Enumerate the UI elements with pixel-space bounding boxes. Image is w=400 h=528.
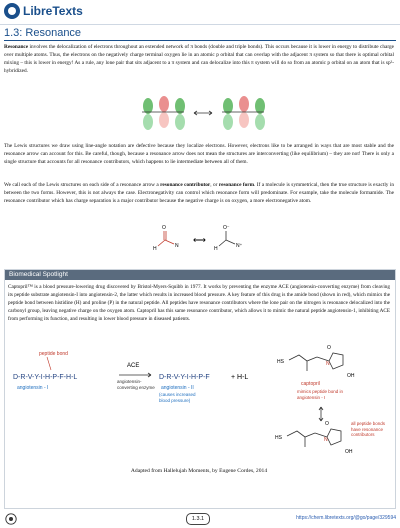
peptide-bond-label: peptide bond [39,351,68,357]
captopril-figure [11,345,389,460]
title-divider [4,40,396,41]
atom-o: O [162,225,166,231]
reaction-arrow [119,373,151,377]
atom-n: N [175,243,179,249]
label-angiotensin-1: angiotensin - I [17,385,49,391]
resonance-contributor-paragraph [4,181,394,205]
atom-o-top: O [327,345,331,351]
label-angiotensin-2-note: (causes increased blood pressure) [159,392,196,403]
para3-text-c: . If a molecule is symmetrical, then the true structure is exactly in between the two forms. However, this is not always the case. Electronegativity can control which resonance form will predominate. For example, take the molecule formamide. The resonance contributor which has charge separation is a major contributor because the negative charge is on oxygen, a more electronegative atom. [4,182,394,205]
resonance-arrow-3 [319,407,323,421]
term-resonance: Resonance [4,44,29,50]
intro-text: involves the delocalization of electrons throughout an extended network of π bonds (double and triple bonds). This occurs because it is lower in energy to distribute charge over multiple atoms. Thus, the electrons on the negatively charge terminal oxygen lie in an atomic p orbital that can overlap with the adjacent π system so that there is optimal orbital mixing – this is lower in energy! As a rule, any lone pair that sits adjacent to a π system and can delocalize into this π system will do so from an atomic p orbital on an atom that is sp²-hybridized. [4,44,394,75]
site-header [0,0,400,25]
atom-o-bottom: O [325,421,329,427]
lewis-paragraph: The Lewis structures we draw using line-angle notation are defective because they localize electrons. However, electrons like to be arranged in ways that are most stable and the resonance arrow can account for this. Be careful, though, because a resonance arrow does not mean the structures are interconverting (like equilibrium) – they are not! There is only a single structure that accounts for all resonance contributors, which happens to lie intermediate between all of them. [4,143,394,166]
atom-n-bottom: N [324,437,328,443]
para3-text-a: We call each of the Lewis structures on each side of a resonance arrow a [4,182,161,188]
formamide-neutral [153,225,179,252]
orbital-diagram-left [142,96,185,130]
resonance-arrow-1 [194,111,212,115]
captopril-structure-top [277,345,355,379]
leftover-dipeptide: + H-L [231,374,249,381]
sequence-angiotensin-2: D-R-V-Y-I-H-P-F [159,374,210,381]
atom-o-minus: O⁻ [223,225,230,231]
formamide-resonance-figure [150,222,250,258]
intro-paragraph [4,43,394,75]
spotlight-caption: Adapted from Hallelujah Moments, by Eugene Cordes, 2014 [130,468,268,474]
side-note: all peptide bonds have resonance contributors [351,421,386,437]
captopril-label: captopril [301,381,320,387]
label-angiotensin-2: angiotensin - II [161,385,194,391]
spotlight-heading: Biomedical Spotlight [5,270,395,280]
sequence-angiotensin-1: D-R-V-Y-I-H-P-F-H-L [13,374,78,381]
term-resonance-contributor: resonance contributor [160,182,211,188]
libretexts-logo[interactable] [4,3,83,19]
captopril-note: mimics peptide bond in angiotensin - I [297,389,344,400]
section-title: 1.3: Resonance [4,27,82,39]
page-url-link[interactable]: https://chem.libretexts.org/@go/page/329594 [296,515,396,521]
logo-text: LibreTexts [23,4,83,18]
captopril-structure-bottom [275,421,353,455]
biomedical-spotlight [4,269,396,509]
creative-commons-icon [5,513,17,525]
atom-hs-bottom: HS [275,435,282,441]
orbital-overlap-figure [128,88,278,138]
term-resonance-form: resonance form [218,182,255,188]
atom-h: H [153,246,157,252]
atom-n-plus: N⁺ [236,243,243,249]
formamide-charged [214,225,243,252]
atom-oh-bottom: OH [345,449,353,455]
spotlight-text: Captopril™ is a blood pressure-lowering drug discovered by Bristol-Myers-Squibb in 1977. It works by preventing the enzyme ACE (angiotensin-converting enzyme) from cleaving its peptide substrate angiotensin-I into angiotensin-2, the latter which results in increased blood pressure. A key feature of this drug is the amide bond (shown in red), which mimics the peptide bond between histidine (H) and proline (P) in the natural peptide. All peptides have resonance contributors where the lone pair on the nitrogen is resonance delocalized into the carbonyl group, leaving negative charge on the oxygen atom. Captopril has this same resonance contributor, which allows it to mimic the natural peptide angiotensin-1, inhibiting ACE from performing its function, and resulting in lower blood pressure in diseased patients. [8,284,390,323]
resonance-arrow-2: ⟷ [193,235,206,245]
para3-text-b: , or [210,182,219,188]
libretexts-logo-icon [4,3,20,19]
page-number: 1.3.1 [186,513,210,525]
atom-oh-top: OH [347,373,355,379]
page-footer [0,511,400,528]
atom-n-top: N [326,361,330,367]
orbital-diagram-right [222,96,265,130]
enzyme-note: angiotensin-converting enzyme [117,379,155,390]
enzyme-label: ACE [127,363,140,369]
atom-h-2: H [214,246,218,252]
atom-hs-top: HS [277,359,284,365]
